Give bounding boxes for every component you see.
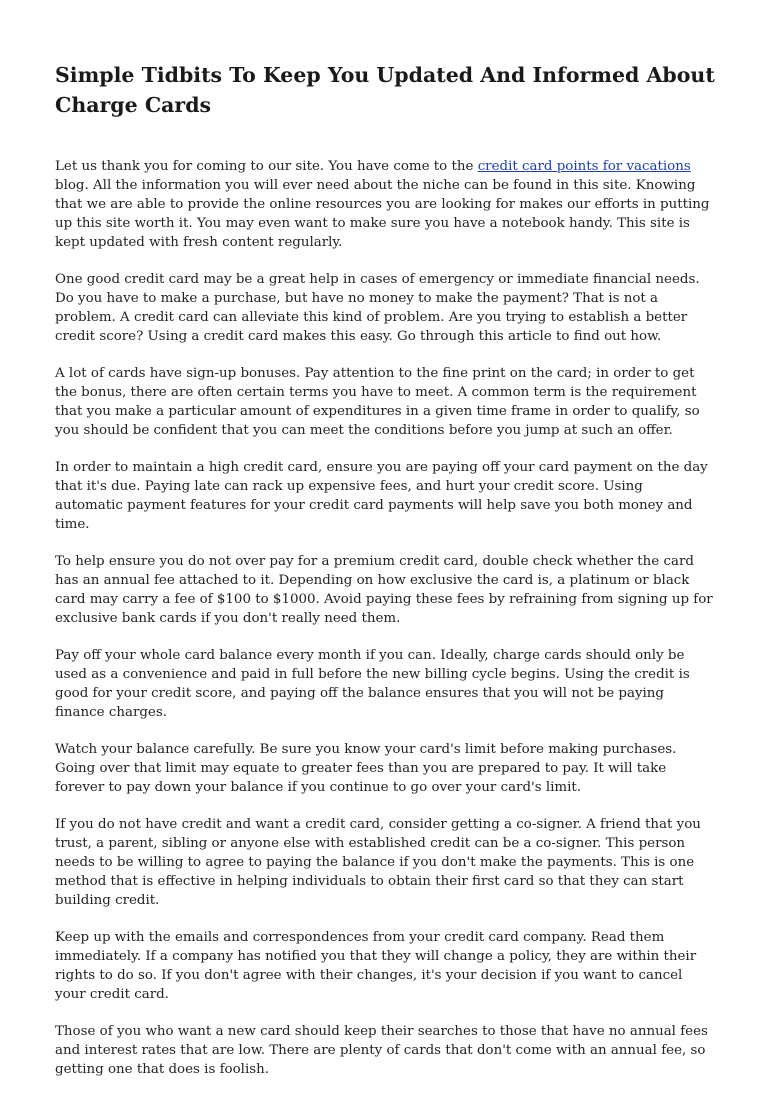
paragraph-pay-full-balance: Pay off your whole card balance every month if you can. Ideally, charge cards should only be used as a convenience and paid in full before the new billing cycle begins. Using the credit is good for your credit score, and paying off the balance ensures that you will not be paying finance charges. bbox=[55, 648, 690, 720]
document-page bbox=[55, 60, 715, 1097]
vacation-points-link[interactable]: credit card points for vacations bbox=[477, 159, 691, 174]
paragraph-pay-on-time: In order to maintain a high credit card, ensure you are paying off your card payment on the day that it's due. Paying late can rack up expensive fees, and hurt your credit score. Using automatic payment features for your credit card payments will help save you both money and time. bbox=[55, 460, 708, 532]
intro-text-before-link: Let us thank you for coming to our site. You have come to the bbox=[55, 159, 478, 174]
paragraph-emergency-needs: One good credit card may be a great help in cases of emergency or immediate financial needs. Do you have to make a purchase, but have no money to make the payment? That is not a problem. A credit card can alleviate this kind of problem. Are you trying to establish a better credit score? Using a credit card makes this easy. Go through this article to find out how. bbox=[55, 272, 700, 344]
paragraph-signup-bonuses: A lot of cards have sign-up bonuses. Pay attention to the fine print on the card; in order to get the bonus, there are often certain terms you have to meet. A common term is the requirement that you make a particular amount of expenditures in a given time frame in order to qualify, so you should be confident that you can meet the conditions before you jump at such an offer. bbox=[55, 366, 700, 438]
paragraph-annual-fees: To help ensure you do not over pay for a premium credit card, double check whether the card has an annual fee attached to it. Depending on how exclusive the card is, a platinum or black card may carry a fee of $100 to $1000. Avoid paying these fees by refraining from signing up for exclusive bank cards if you don't really need them. bbox=[55, 554, 713, 626]
page-title: Simple Tidbits To Keep You Updated And Informed About Charge Cards bbox=[55, 63, 715, 117]
intro-text-after-link: blog. All the information you will ever need about the niche can be found in this site. Knowing that we are able to provide the online resources you are looking for makes our efforts in putting up this site worth it. You may even want to make sure you have a notebook handy. This site is kept updated with fresh content regularly. bbox=[55, 178, 710, 250]
paragraph-watch-balance: Watch your balance carefully. Be sure you know your card's limit before making purchases. Going over that limit may equate to greater fees than you are prepared to pay. It will take forever to pay down your balance if you continue to go over your card's limit. bbox=[55, 742, 677, 795]
paragraph-no-annual-fee: Those of you who want a new card should keep their searches to those that have no annual fees and interest rates that are low. There are plenty of cards that don't come with an annual fee, so getting one that does is foolish. bbox=[55, 1024, 708, 1077]
paragraph-co-signer: If you do not have credit and want a credit card, consider getting a co-signer. A friend that you trust, a parent, sibling or anyone else with established credit can be a co-signer. This person needs to be willing to agree to paying the balance if you don't make the payments. This is one method that is effective in helping individuals to obtain their first card so that they can start building credit. bbox=[55, 817, 701, 908]
intro-paragraph bbox=[55, 157, 715, 252]
paragraph-correspondence: Keep up with the emails and correspondences from your credit card company. Read them immediately. If a company has notified you that they will change a policy, they are within their rights to do so. If you don't agree with their changes, it's your decision if you want to cancel your credit card. bbox=[55, 930, 697, 1002]
